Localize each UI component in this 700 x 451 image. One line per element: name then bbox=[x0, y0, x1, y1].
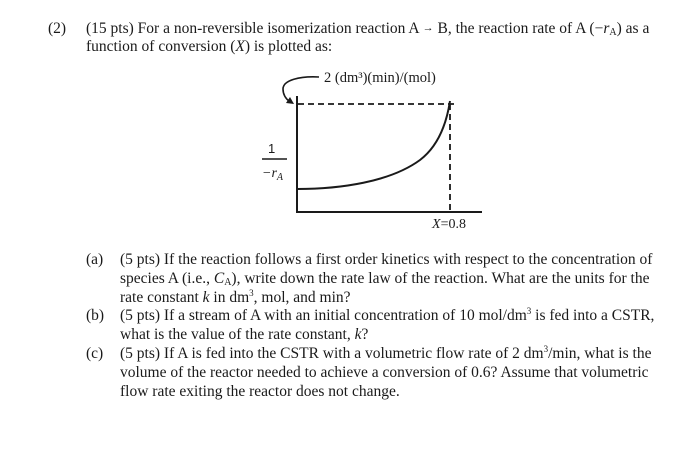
part-b-line2 bbox=[120, 325, 368, 344]
part-c-line3: flow rate exiting the reactor does not change. bbox=[120, 383, 400, 400]
part-c-text1b: /min, what is the bbox=[548, 345, 652, 362]
part-b-text1a: If a stream of A with an initial concentration of 10 mol/dm bbox=[163, 307, 527, 324]
part-b-points: (5 pts) bbox=[120, 307, 161, 324]
part-c-points: (5 pts) bbox=[120, 345, 161, 362]
part-a-line2 bbox=[120, 269, 649, 288]
intro-text-2b: ) is plotted as: bbox=[244, 38, 333, 55]
rate-subscript: A bbox=[609, 27, 617, 38]
annotation-top-label: 2 (dm³)(min)/(mol) bbox=[324, 70, 436, 86]
part-c-line1 bbox=[120, 344, 651, 363]
part-a-text2a: species A (i.e., bbox=[120, 270, 214, 287]
rate-constant-symbol: k bbox=[354, 326, 362, 343]
part-a-text3c: , mol, and min? bbox=[253, 289, 351, 306]
annotation-arrow-icon bbox=[283, 77, 319, 102]
part-a-text2b: ), write down the rate law of the reaction. What are the units for the bbox=[231, 270, 650, 287]
x-marker-label: X=0.8 bbox=[432, 217, 466, 232]
intro-text-1c: ) as a bbox=[616, 20, 650, 37]
intro-text-1b: B, the reaction rate of A (− bbox=[437, 20, 604, 37]
concentration-symbol: C bbox=[213, 270, 225, 287]
problem-points: (15 pts) bbox=[86, 20, 134, 37]
part-c-label: (c) bbox=[86, 345, 104, 362]
part-a-text3a: rate constant bbox=[120, 289, 203, 306]
conversion-symbol: X bbox=[235, 38, 245, 55]
part-a-line3 bbox=[120, 288, 351, 307]
part-b-text1b: is fed into a CSTR, bbox=[531, 307, 655, 324]
reaction-arrow: → bbox=[422, 22, 434, 34]
part-a-text3b: in dm bbox=[209, 289, 250, 306]
part-a-text1: If the reaction follows a first order kinetics with respect to the concentration of bbox=[163, 251, 653, 268]
part-c-text1a: If A is fed into the CSTR with a volumetric flow rate of 2 dm bbox=[163, 345, 544, 362]
part-c-sup: 3 bbox=[543, 344, 549, 354]
part-b-text2a: what is the value of the rate constant, bbox=[120, 326, 355, 343]
rate-symbol: r bbox=[603, 20, 610, 37]
y-label-numerator: 1 bbox=[268, 141, 276, 156]
part-a-sup: 3 bbox=[249, 288, 254, 298]
part-b-line1 bbox=[120, 306, 654, 325]
part-a-line1 bbox=[120, 250, 652, 269]
part-a-points: (5 pts) bbox=[120, 251, 161, 268]
part-b-text2b: ? bbox=[361, 326, 369, 343]
rate-curve bbox=[297, 101, 450, 189]
problem-number: (2) bbox=[48, 20, 67, 37]
part-b-sup: 3 bbox=[526, 306, 532, 316]
part-c-line2: volume of the reactor needed to achieve a conversion of 0.6? Assume that volumetric bbox=[120, 364, 649, 381]
y-label-denominator: $-r_A$ bbox=[262, 166, 284, 183]
intro-text-1a: For a non-reversible isomerization reaction A bbox=[137, 20, 419, 37]
intro-text-2a: function of conversion ( bbox=[86, 38, 236, 55]
part-a-label: (a) bbox=[86, 251, 104, 268]
rate-constant-symbol: k bbox=[202, 289, 210, 306]
part-b-label: (b) bbox=[86, 307, 105, 324]
concentration-subscript: A bbox=[224, 277, 232, 288]
